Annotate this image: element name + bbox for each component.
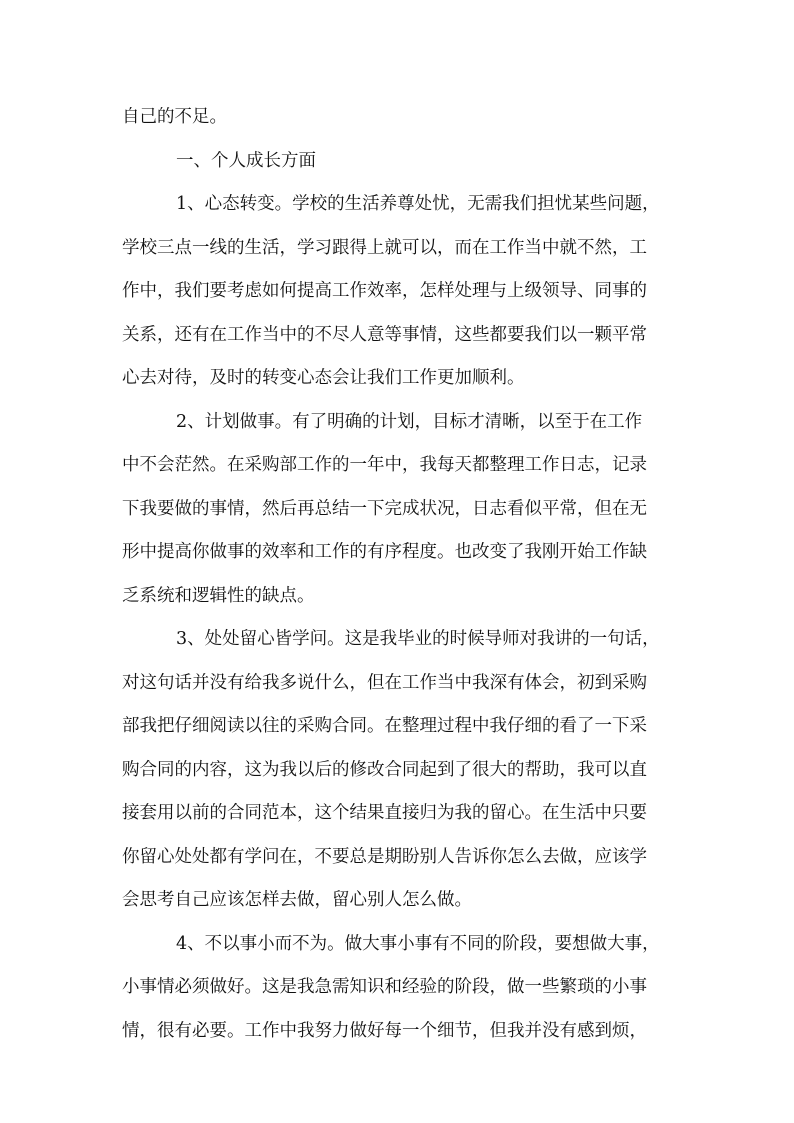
- text-line: 学校三点一线的生活，学习跟得上就可以，而在工作当中就不然，工: [122, 237, 647, 258]
- paragraph-last-line: 乏系统和逻辑性的缺点。: [122, 585, 315, 606]
- text-line: 下我要做的事情，然后再总结一下完成状况，日志看似平常，但在无: [122, 498, 647, 519]
- paragraph-last-line: 会思考自己应该怎样去做，留心别人怎么做。: [122, 890, 472, 910]
- text-line: 关系，还有在工作当中的不尽人意等事情，这些都要我们以一颗平常: [122, 324, 647, 345]
- text-line: 作中，我们要考虑如何提高工作效率，怎样处理与上级领导、同事的: [122, 281, 647, 301]
- section-heading: 一、个人成长方面: [176, 150, 316, 171]
- text-line: 小事情必须做好。这是我急需知识和经验的阶段，做一些繁琐的小事: [122, 977, 647, 997]
- text-line: 自己的不足。: [122, 107, 227, 127]
- document-body: [122, 96, 674, 1053]
- text-line: 中不会茫然。在采购部工作的一年中，我每天都整理工作日志，记录: [122, 455, 647, 475]
- text-line: 情，很有必要。工作中我努力做好每一个细节，但我并没有感到烦，: [122, 1020, 647, 1041]
- text-line: 接套用以前的合同范本，这个结果直接归为我的留心。在生活中只要: [122, 803, 647, 823]
- paragraph-last-line: 心去对待，及时的转变心态会让我们工作更加顺利。: [122, 368, 525, 388]
- text-line: 形中提高你做事的效率和工作的有序程度。也改变了我刚开始工作缺: [122, 542, 647, 562]
- paragraph-first-line: 4、不以事小而不为。做大事小事有不同的阶段，要想做大事，: [176, 933, 660, 954]
- text-line: 部我把仔细阅读以往的采购合同。在整理过程中我仔细的看了一下采: [122, 716, 647, 736]
- text-line: 你留心处处都有学问在，不要总是期盼别人告诉你怎么去做，应该学: [122, 846, 647, 867]
- paragraph-first-line: 3、处处留心皆学问。这是我毕业的时候导师对我讲的一句话，: [176, 629, 660, 649]
- text-line: 对这句话并没有给我多说什么，但在工作当中我深有体会，初到采购: [122, 672, 647, 693]
- paragraph-first-line: 2、计划做事。有了明确的计划，目标才清晰，以至于在工作: [176, 411, 643, 432]
- text-line: 购合同的内容，这为我以后的修改合同起到了很大的帮助，我可以直: [122, 759, 647, 780]
- paragraph-first-line: 1、心态转变。学校的生活养尊处忧，无需我们担忧某些问题，: [176, 194, 660, 214]
